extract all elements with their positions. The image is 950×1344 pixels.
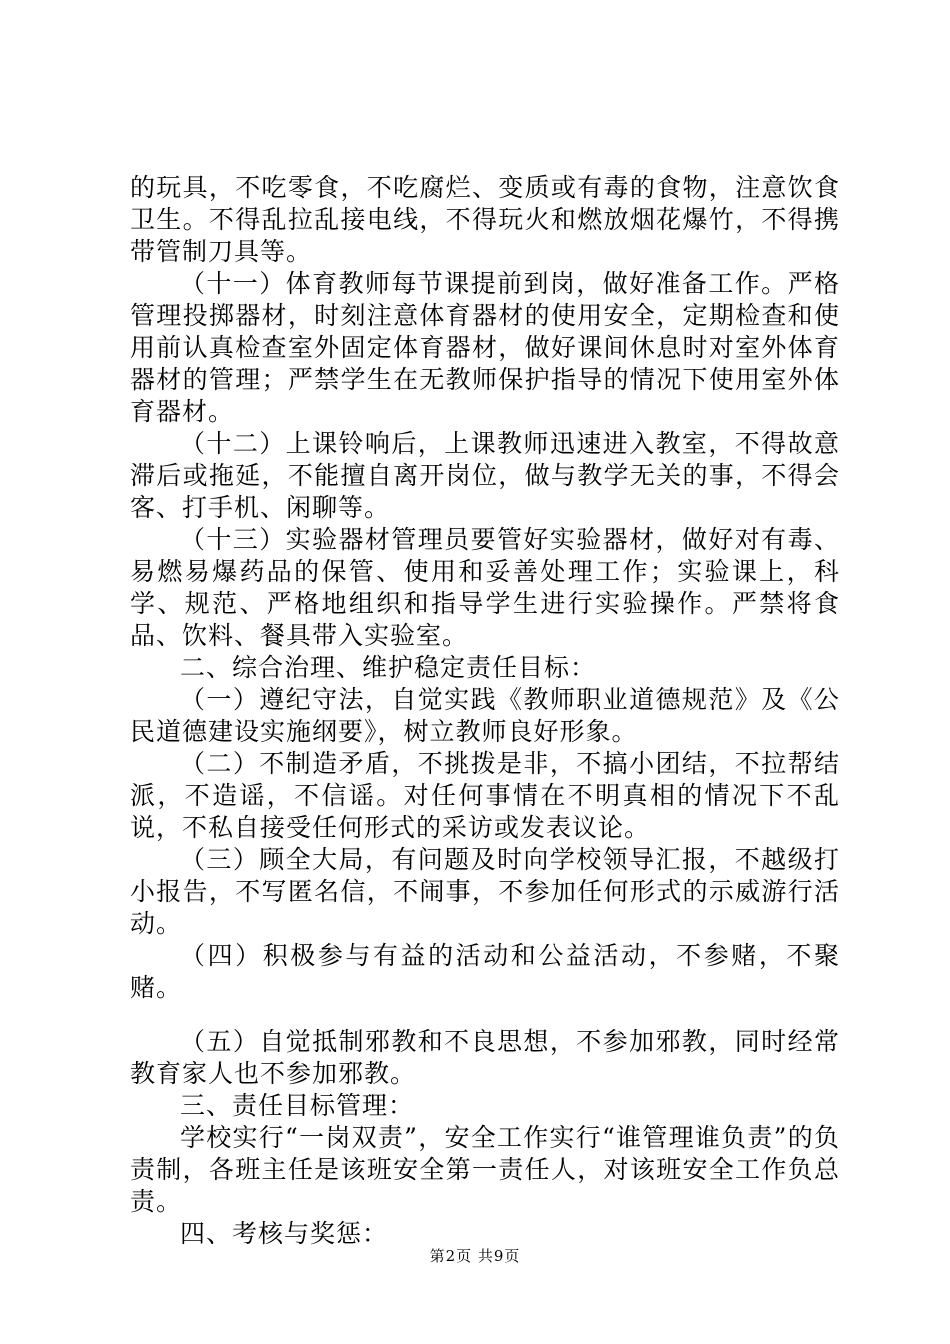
paragraph-sub-3: （三）顾全大局，有问题及时向学校领导汇报，不越级打小报告，不写匿名信，不闹事，不参加任何形式的示威游行活动。 (130, 845, 840, 938)
paragraph-sub-4: （四）积极参与有益的活动和公益活动，不参赌，不聚赌。 (130, 941, 840, 1002)
paragraph-sub-5: （五）自觉抵制邪教和不良思想，不参加邪教，同时经常教育家人也不参加邪教。 (130, 1027, 840, 1088)
paragraph-item-12: （十二）上课铃响后，上课教师迅速进入教室，不得故意滞后或拖延，不能擅自离开岗位，做与教学无关的事，不得会客、打手机、闲聊等。 (130, 429, 840, 522)
paragraph-responsibility: 学校实行“一岗双责”，安全工作实行“谁管理谁负责”的负责制，各班主任是该班安全第一责任人，对该班安全工作负总责。 (130, 1123, 840, 1216)
section-heading-4: 四、考核与奖惩： (180, 1219, 389, 1248)
section-heading-3: 三、责任目标管理： (180, 1091, 415, 1120)
paragraph-item-11: （十一）体育教师每节课提前到岗，做好准备工作。严格管理投掷器材，时刻注意体育器材的使用安全，定期检查和使用前认真检查室外固定体育器材，做好课间休息时对室外体育器材的管理；严禁学生在无教师保护指导的情况下使用室外体育器材。 (130, 269, 840, 426)
section-heading-2: 二、综合治理、维护稳定责任目标： (180, 653, 597, 682)
paragraph-sub-2: （二）不制造矛盾，不挑拨是非，不搞小团结，不拉帮结派，不造谣，不信谣。对任何事情在不明真相的情况下不乱说，不私自接受任何形式的采访或发表议论。 (130, 749, 840, 842)
paragraph-sub-1: （一）遵纪守法，自觉实践《教师职业道德规范》及《公民道德建设实施纲要》，树立教师良好形象。 (130, 685, 840, 746)
paragraph-continuation: 的玩具，不吃零食，不吃腐烂、变质或有毒的食物，注意饮食卫生。不得乱拉乱接电线，不得玩火和燃放烟花爆竹，不得携带管制刀具等。 (130, 173, 840, 266)
page-number-footer: 第2页 共9页 (429, 1247, 521, 1265)
paragraph-item-13: （十三）实验器材管理员要管好实验器材，做好对有毒、易燃易爆药品的保管、使用和妥善处理工作；实验课上，科学、规范、严格地组织和指导学生进行实验操作。严禁将食品、饮料、餐具带入实验室。 (130, 525, 840, 650)
document-body (130, 172, 840, 1250)
